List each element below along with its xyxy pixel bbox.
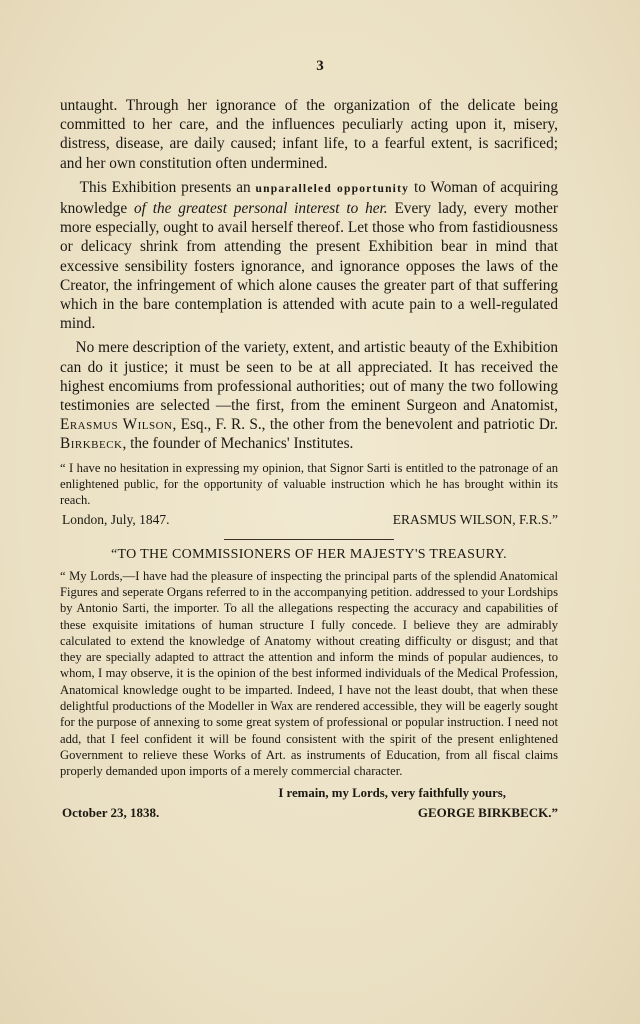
paragraph-description [60,338,558,453]
birkbeck-letter-heading: “TO THE COMMISSIONERS OF HER MAJESTY'S TREASURY. [111,546,507,562]
birkbeck-closing: I remain, my Lords, very faithfully yours, [278,785,506,800]
paragraph-text: Every lady, every mother more especially, ought to avail herself thereof. Let those who from fastidiousness or delicacy shrink from attending the present Exhibition bear in mind that excessive sensibility fosters ignorance, and ignorance opposes the laws of the Creator, the infringement of which alone causes the greater part of that suffering which in the bare contemplation is attended with acute pain to a well-regulated mind. [60,200,558,333]
wilson-place-date: London, July, 1847. [62,511,170,527]
paragraph-text: This Exhibition presents an [79,178,256,196]
paragraph-text: , Esq., F. R. S., the other from the benevolent and patriotic Dr. [172,416,558,434]
birkbeck-signature-row [60,804,558,822]
paragraph-text: No mere description of the variety, extent, and artistic beauty of the Exhibition can do it justice; it must be seen to be at all appreciated. It has received the highest encomiums from professional authorities; out of many the two following testimonies are selected —the first, from the eminent Surgeon and Anatomist, [60,339,559,415]
emphasis-personal-interest: of the greatest personal interest to her. [133,200,388,218]
paragraph-ignorance: untaught. Through her ignorance of the organization of the delicate being committed to her care, and the influences peculiarly acting upon it, misery, distress, disease, are daily caused; infant life, to a fearful extent, is sacrificed; and her own constitution often undermined. [60,97,558,172]
paragraph-text: , the founder of Mechanics' Institutes. [122,435,354,453]
section-divider [224,539,394,540]
paragraph-exhibition-opportunity [60,178,558,334]
wilson-testimony: “ I have no hesitation in expressing my opinion, that Signor Sarti is entitled to the patronage of an enlightened public, for the opportunity of valuable instruction which he has brought within its reach. [60,460,558,507]
wilson-signature-row [60,511,558,529]
wilson-signature: ERASMUS WILSON, F.R.S.” [392,511,558,527]
birkbeck-signature: GEORGE BIRKBECK.” [417,804,558,820]
birkbeck-letter-body: “ My Lords,—I have had the pleasure of inspecting the principal parts of the splendid Anatomical Figures and seperate Organs referred to in the accompanying petition. addressed to your Lordships by Antonio Sarti, the importer. To all the allegations respecting the accuracy and capabilities of these exquisite imitations of human structure I fully concede. I believe they are admirably calculated to extend the knowledge of Anatomy without creating difficulty or disgust; and that they are specially adapted to attract the attention and inform the minds of popular audiences, to whom, I may observe, it is the opinion of the best informed individuals of the Medical Profession, Anatomical knowledge ought to be imparted. Indeed, I have not the least doubt, that when these delightful productions of the Modeller in Wax are rendered accessible, they will be eagerly sought for the purpose of annexing to some great system of professional or popular instruction. I need not add, that I feel confident it will be found consistent with the spirit of the present enlightened Government to relieve these Works of Art. as instruments of Education, from all fiscal claims properly demanded upon imports of a merely commercial character. [60,568,558,779]
name-erasmus-wilson: Erasmus Wilson [60,416,173,434]
paragraph-text: to Woman of acquiring knowledge [60,178,558,218]
emphasis-unparalleled: unparalleled opportunity [255,182,410,195]
page-number: 3 [316,58,324,74]
birkbeck-date: October 23, 1838. [62,804,160,820]
body-text [60,96,558,822]
name-birkbeck: Birkbeck [60,435,123,453]
